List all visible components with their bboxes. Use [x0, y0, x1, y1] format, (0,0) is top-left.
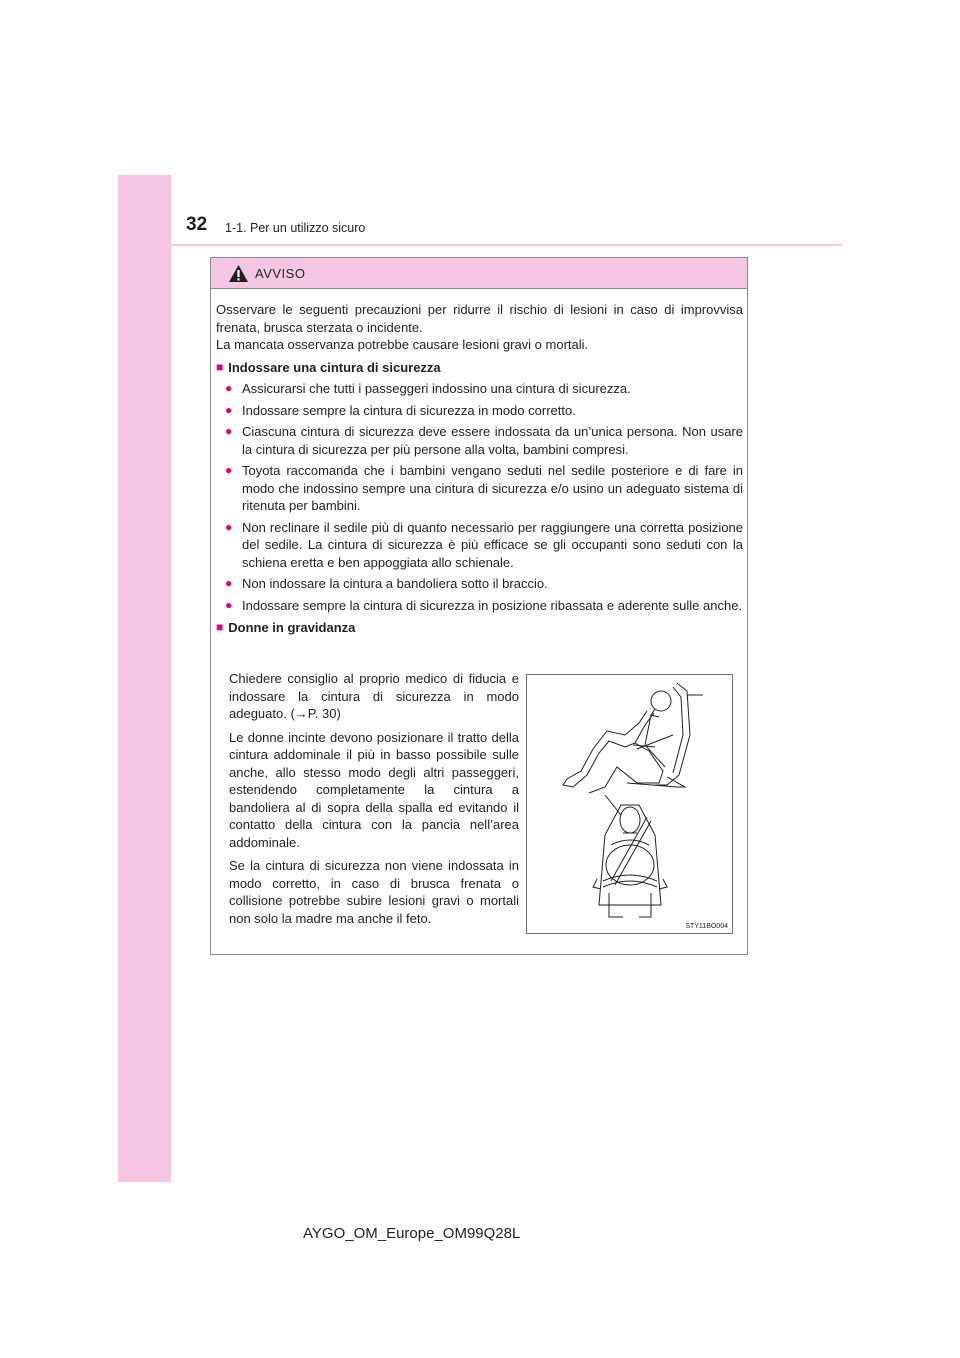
list-item: [216, 462, 743, 515]
illustration-drawing: [527, 675, 732, 933]
bullet-text: Non reclinare il sedile più di quanto necessario per raggiungere una corretta posizione del sedile. La cintura di sicurezza è più efficace se gli occupanti sono seduti con la schiena eretta e ben appoggiata allo schienale.: [242, 519, 743, 570]
pregnancy-text: [229, 670, 519, 933]
dot-bullet-icon: ●: [225, 519, 233, 534]
list-item: [216, 519, 743, 572]
bullet-text: Toyota raccomanda che i bambini vengano seduti nel sedile posteriore e di fare in modo che indossino sempre una cintura di sicurezza e/o usino un adeguato sistema di ritenuta per bambini.: [242, 463, 743, 513]
bullet-text: Indossare sempre la cintura di sicurezza in posizione ribassata e aderente sulle anche.: [242, 597, 743, 613]
dot-bullet-icon: ●: [225, 381, 233, 395]
pregnancy-seatbelt-illustration: [526, 674, 733, 934]
side-color-band: [118, 175, 171, 1182]
figure-id: STY11BO004: [685, 923, 728, 930]
square-bullet-icon: ■: [216, 359, 224, 374]
dot-bullet-icon: ●: [225, 576, 233, 590]
warning-triangle-icon: [228, 264, 249, 283]
intro-paragraph: La mancata osservanza potrebbe causare lesioni gravi o mortali.: [216, 337, 589, 352]
bullet-text: Ciascuna cintura di sicurezza deve essere indossata da un’unica persona. Non usare la cintura di sicurezza per più persone alla volta, bambini compresi.: [242, 424, 743, 457]
bullet-text: Non indossare la cintura a bandoliera sotto il braccio.: [242, 576, 548, 591]
section-title: 1-1. Per un utilizzo sicuro: [225, 221, 366, 235]
pregnancy-paragraph: Se la cintura di sicurezza non viene indossata in modo corretto, in caso di brusca frenata o collisione potrebbe subire lesioni gravi o mortali non solo la madre ma anche il feto.: [229, 858, 519, 926]
list-item: [216, 597, 743, 615]
dot-bullet-icon: ●: [225, 463, 233, 477]
bullet-text: Assicurarsi che tutti i passeggeri indossino una cintura di sicurezza.: [242, 381, 631, 396]
list-item: [216, 380, 743, 398]
subheading-pregnancy: [216, 619, 743, 637]
warning-body: [216, 301, 743, 637]
subheading-text: Indossare una cintura di sicurezza: [228, 359, 441, 375]
warning-box: [210, 257, 748, 955]
bullet-text: Indossare sempre la cintura di sicurezza in modo corretto.: [242, 402, 576, 418]
list-item: [216, 575, 743, 593]
subheading-text: Donne in gravidanza: [228, 620, 356, 635]
dot-bullet-icon: ●: [225, 424, 233, 438]
warning-label: AVVISO: [255, 265, 306, 281]
seatbelt-bullet-list: [216, 380, 743, 614]
square-bullet-icon: ■: [216, 620, 224, 634]
list-item: [216, 423, 743, 458]
header-rule: [171, 244, 842, 246]
pregnancy-paragraph: Chiedere consiglio al proprio medico di fiducia e indossare la cintura di sicurezza in modo adeguato. (→P. 30): [229, 671, 519, 721]
pregnancy-paragraph: Le donne incinte devono posizionare il tratto della cintura addominale il più in basso possibile sulle anche, allo stesso modo degli altri passeggeri, estendendo completamente la cintura a bandoliera al di sopra della spalla ed evitando il contatto della cintura con la pancia nell’area addominale.: [229, 729, 519, 850]
list-item: [216, 402, 743, 420]
dot-bullet-icon: ●: [225, 597, 233, 612]
document-code: AYGO_OM_Europe_OM99Q28L: [303, 1225, 521, 1242]
page-number: 32: [186, 214, 208, 235]
warning-intro: [216, 301, 743, 354]
subheading-seatbelt: [216, 359, 743, 377]
dot-bullet-icon: ●: [225, 402, 233, 417]
warning-header: [211, 258, 747, 289]
intro-paragraph: Osservare le seguenti precauzioni per ridurre il rischio di lesioni in caso di improvvisa frenata, brusca sterzata o incidente.: [216, 302, 743, 335]
